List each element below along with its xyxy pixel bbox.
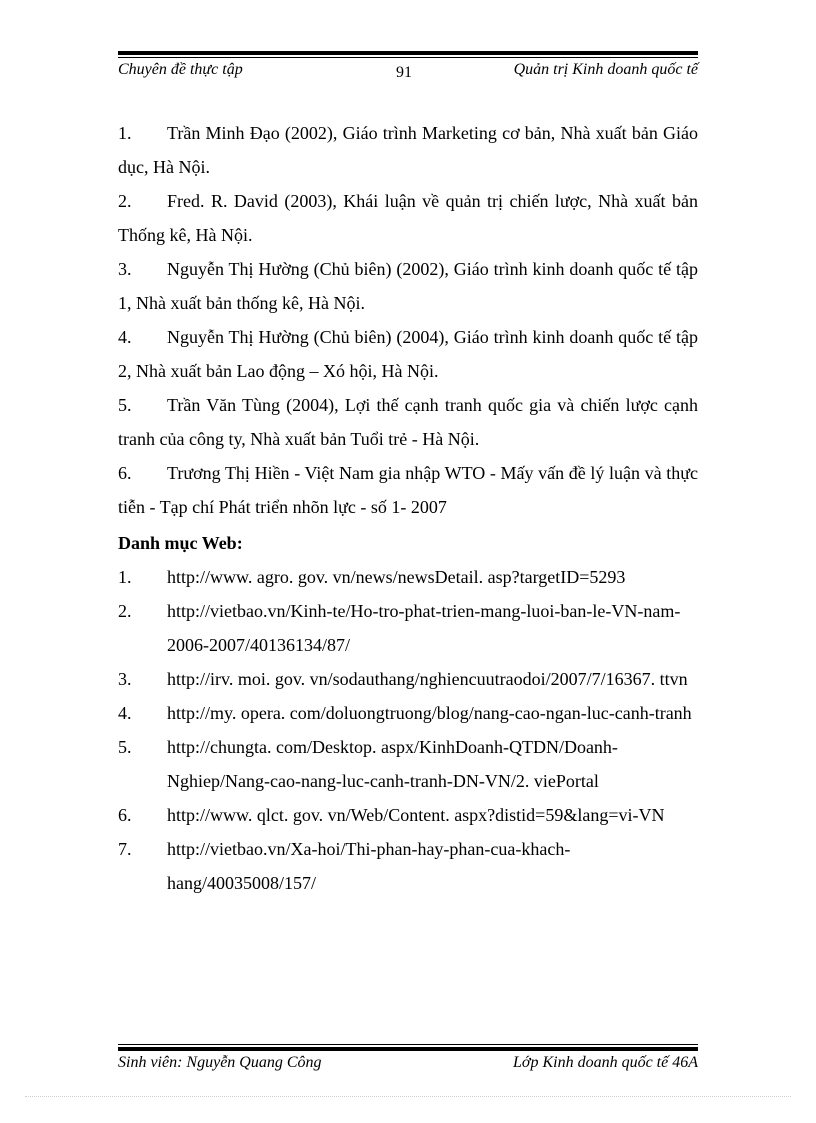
reference-number: 2. [118,191,132,211]
footer-rule-thin [118,1044,698,1045]
page-bottom-edge [25,1096,791,1097]
web-link-item [118,798,698,832]
reference-number: 4. [118,327,132,347]
web-link-url: http://vietbao.vn/Xa-hoi/Thi-phan-hay-phan-cua-khach-hang/40035008/157/ [167,839,571,893]
reference-item [118,252,698,320]
reference-text: Fred. R. David (2003), Khái luận về quản trị chiến lược, Nhà xuất bản Thống kê, Hà Nội. [118,191,698,245]
web-link-url: http://my. opera. com/doluongtruong/blog/nang-cao-ngan-luc-canh-tranh [167,703,692,723]
footer-class-name: Lớp Kinh doanh quốc tế 46A [513,1054,698,1071]
reference-item [118,116,698,184]
web-link-number: 2. [118,601,132,621]
page-content [118,116,698,900]
reference-item [118,184,698,252]
reference-item [118,320,698,388]
web-link-number: 3. [118,669,132,689]
reference-number: 6. [118,463,132,483]
web-link-item [118,560,698,594]
web-link-item [118,696,698,730]
web-link-number: 5. [118,737,132,757]
reference-text: Trương Thị Hiền - Việt Nam gia nhập WTO - Mấy vấn đề lý luận và thực tiễn - Tạp chí Phát triển nhõn lực - số 1- 2007 [118,463,698,517]
reference-text: Trần Văn Tùng (2004), Lợi thế cạnh tranh quốc gia và chiến lược cạnh tranh của công ty, Nhà xuất bản Tuổi trẻ - Hà Nội. [118,395,698,449]
web-link-number: 4. [118,703,132,723]
footer-student-name: Sinh viên: Nguyễn Quang Công [118,1054,322,1071]
web-link-item [118,662,698,696]
web-section-title: Danh mục Web: [118,533,243,553]
header-rule-thick [118,51,698,55]
web-link-url: http://www. agro. gov. vn/news/newsDetail. asp?targetID=5293 [167,567,626,587]
web-link-url: http://www. qlct. gov. vn/Web/Content. aspx?distid=59&lang=vi-VN [167,805,665,825]
reference-item [118,456,698,524]
footer-rule-thick [118,1047,698,1051]
web-link-number: 6. [118,805,132,825]
reference-text: Nguyễn Thị Hường (Chủ biên) (2004), Giáo trình kinh doanh quốc tế tập 2, Nhà xuất bản Lao động – Xó hội, Hà Nội. [118,327,698,381]
page-number: 91 [396,64,412,81]
web-link-item [118,594,698,662]
header-rule-thin [118,57,698,58]
reference-text: Trần Minh Đạo (2002), Giáo trình Marketing cơ bản, Nhà xuất bản Giáo dục, Hà Nội. [118,123,698,177]
web-link-url: http://vietbao.vn/Kinh-te/Ho-tro-phat-trien-mang-luoi-ban-le-VN-nam-2006-2007/40136134/87/ [167,601,681,655]
web-link-url: http://chungta. com/Desktop. aspx/KinhDoanh-QTDN/Doanh-Nghiep/Nang-cao-nang-luc-canh-tranh-DN-VN/2. viePortal [167,737,618,791]
reference-item [118,388,698,456]
header-right-title: Quản trị Kinh doanh quốc tế [513,61,698,78]
reference-text: Nguyễn Thị Hường (Chủ biên) (2002), Giáo trình kinh doanh quốc tế tập 1, Nhà xuất bản thống kê, Hà Nội. [118,259,698,313]
reference-number: 3. [118,259,132,279]
reference-number: 5. [118,395,132,415]
web-link-item [118,730,698,798]
web-link-url: http://irv. moi. gov. vn/sodauthang/nghiencuutraodoi/2007/7/16367. ttvn [167,669,688,689]
reference-number: 1. [118,123,132,143]
web-link-item [118,832,698,900]
header-left-title: Chuyên đề thực tập [118,61,243,78]
web-link-number: 1. [118,567,132,587]
web-link-number: 7. [118,839,132,859]
